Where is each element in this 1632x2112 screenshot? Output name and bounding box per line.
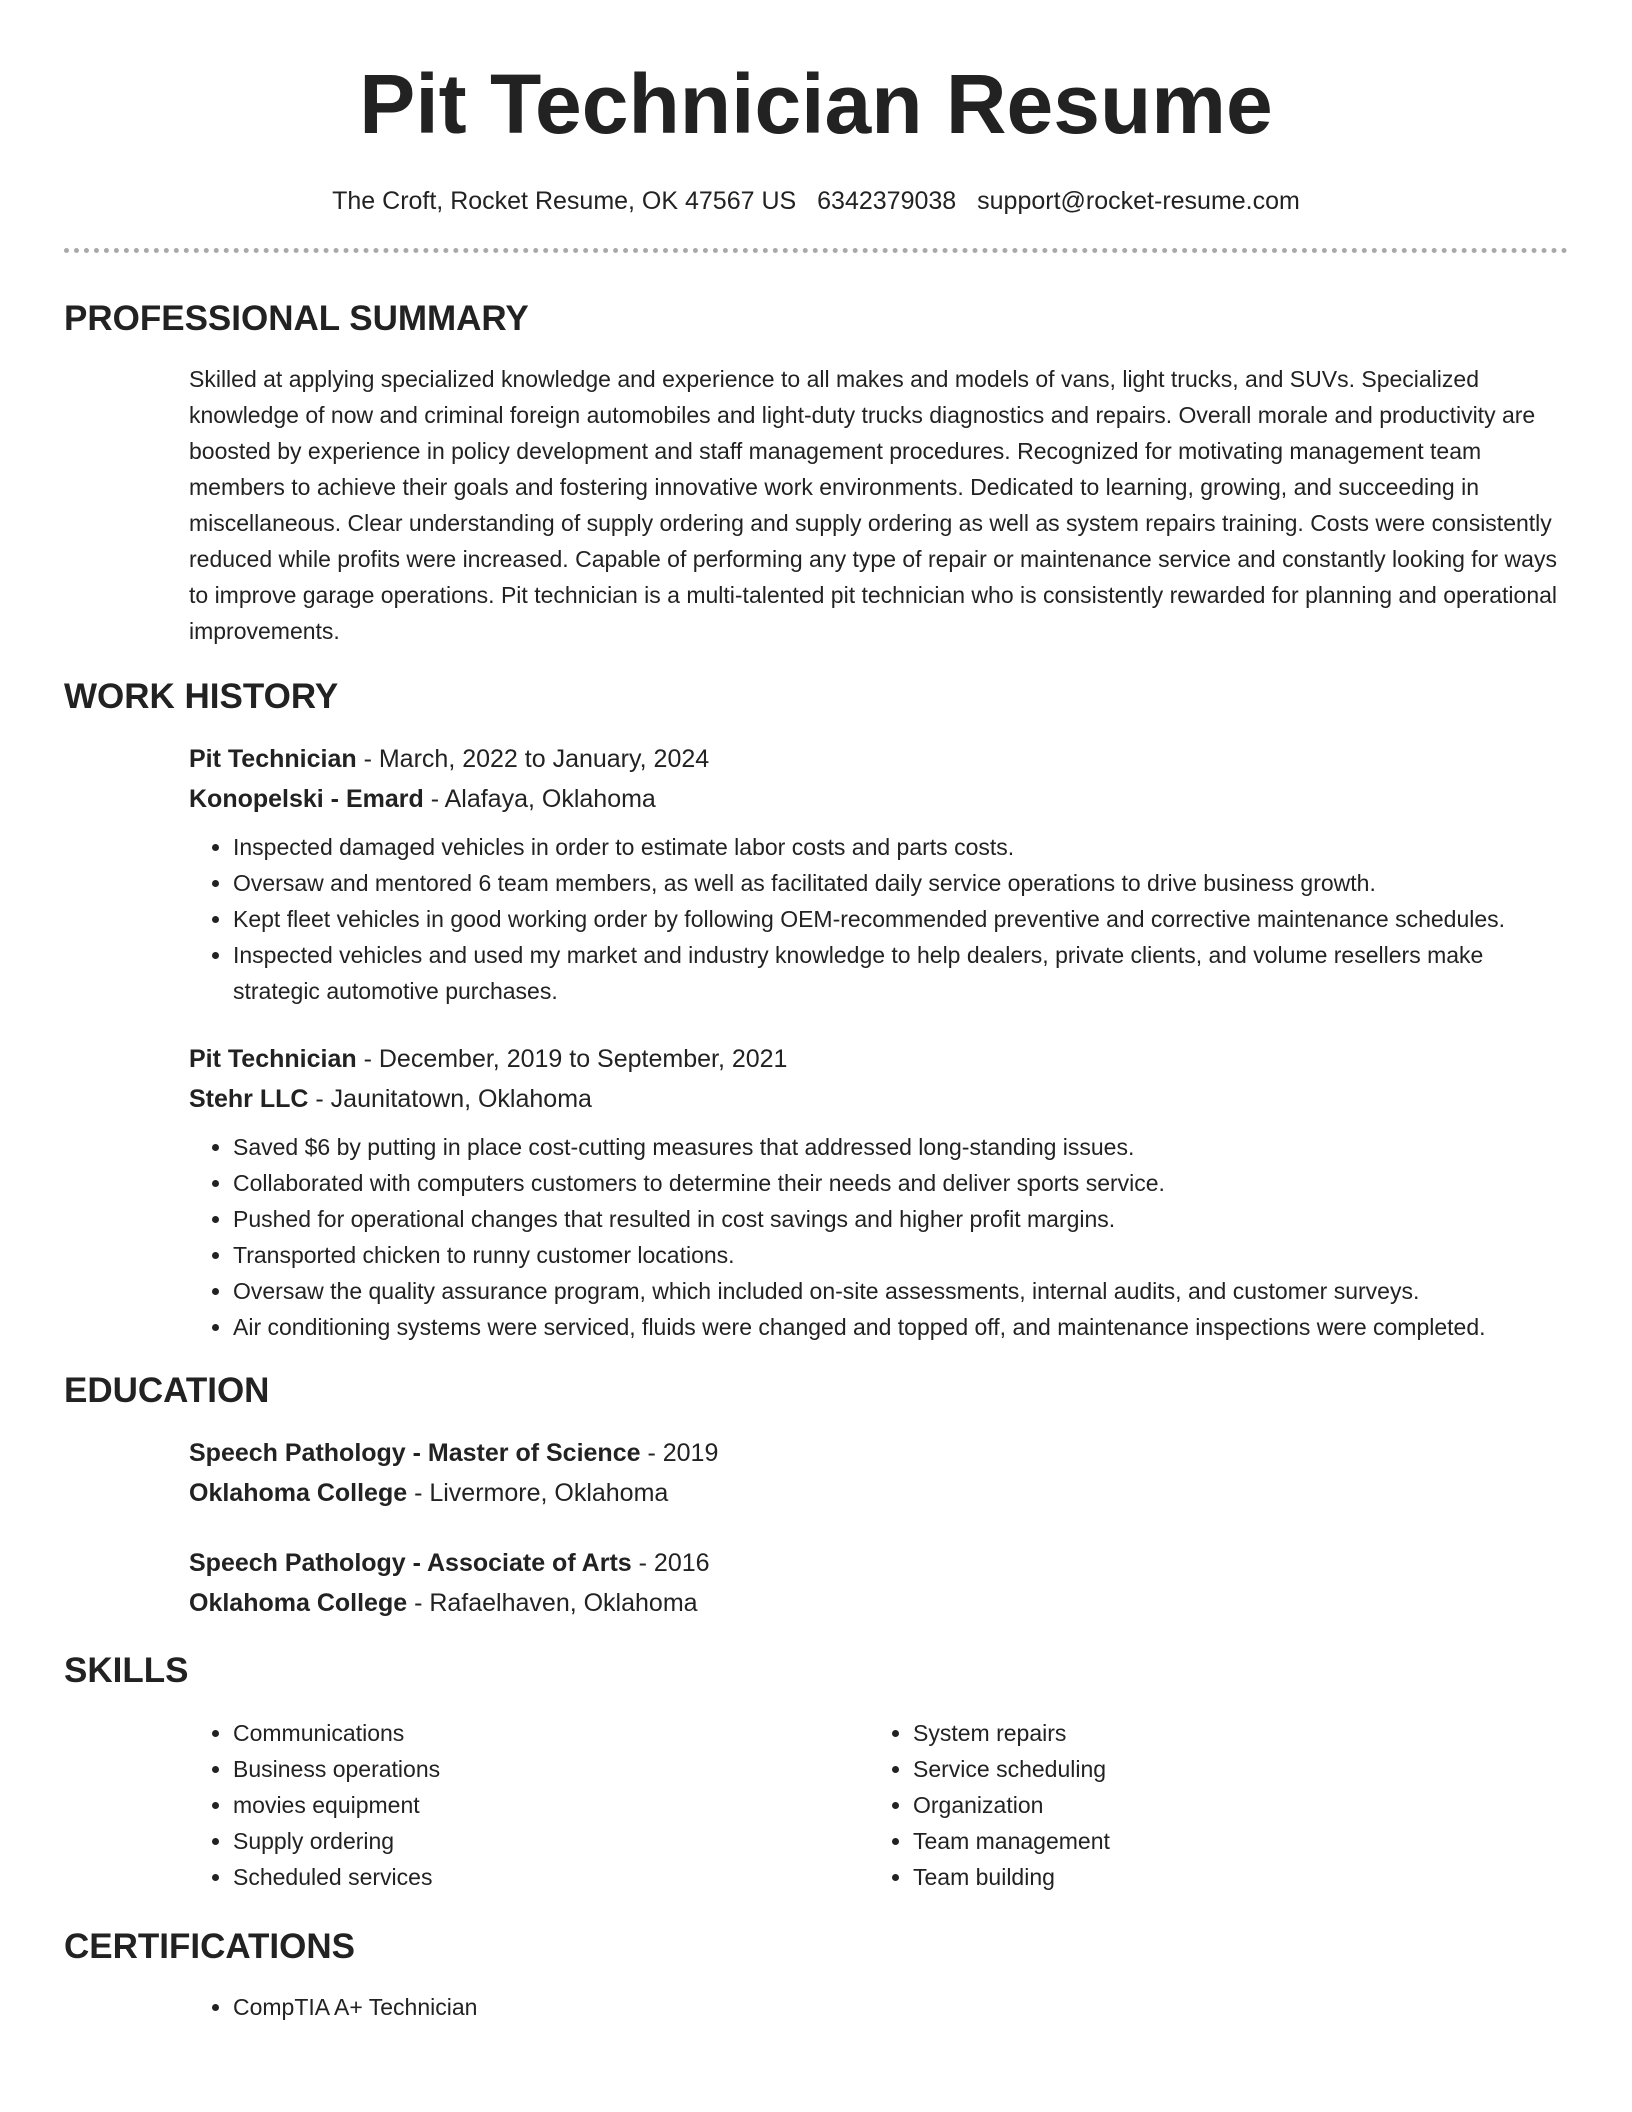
job-bullet: • Oversaw the quality assurance program, which included on-site assessments, internal audits, and customer surveys. [233,1273,1568,1309]
job-bullet: • Saved $6 by putting in place cost-cutting measures that addressed long-standing issues. [233,1129,1568,1165]
job-bullet: • Kept fleet vehicles in good working order by following OEM-recommended preventive and corrective maintenance schedules. [233,901,1568,937]
education-school-line [189,1473,1568,1513]
education-degree: Speech Pathology - Master of Science [189,1439,641,1467]
job-bullets [189,1129,1568,1345]
skill-item: • Team management [913,1823,1549,1859]
education-location: - Rafaelhaven, Oklahoma [407,1589,698,1617]
education-school: Oklahoma College [189,1479,408,1507]
job-bullet: • Inspected vehicles and used my market and industry knowledge to help dealers, private clients, and volume resellers make strategic automotive purchases. [233,937,1568,1009]
job-company-line [189,779,1568,819]
job-title-line [189,739,1568,779]
job-dates: - March, 2022 to January, 2024 [356,745,710,773]
education-year: - 2016 [631,1549,710,1577]
skill-item: • System repairs [913,1715,1549,1751]
job-bullet: • Pushed for operational changes that resulted in cost savings and higher profit margins. [233,1201,1568,1237]
section-title-education: EDUCATION [64,1371,270,1410]
education-degree-line [189,1433,1568,1473]
education-degree-line [189,1543,1568,1583]
skill-item: • Business operations [233,1751,869,1787]
contact-line [64,184,1568,218]
skill-item: • Team building [913,1859,1549,1895]
skill-item: • Scheduled services [233,1859,869,1895]
job-location: - Alafaya, Oklahoma [423,785,656,813]
section-title-certifications: CERTIFICATIONS [64,1927,356,1966]
contact-email: support@rocket-resume.com [977,187,1300,215]
section-title-summary: PROFESSIONAL SUMMARY [64,299,529,338]
job-bullets [189,829,1568,1009]
certifications-list-wrap [189,1989,1568,2025]
job-title: Pit Technician [189,1045,357,1073]
header-divider [64,248,1568,253]
certifications-list [189,1989,1568,2025]
skills-grid [189,1715,1568,1895]
certification-item: • CompTIA A+ Technician [233,1989,1568,2025]
skill-item: • Communications [233,1715,869,1751]
job-entry [189,1039,1568,1345]
job-bullet: • Collaborated with computers customers to determine their needs and deliver sports service. [233,1165,1568,1201]
education-entry [189,1433,1568,1513]
education-school: Oklahoma College [189,1589,408,1617]
job-entry [189,739,1568,1009]
summary-text: Skilled at applying specialized knowledge and experience to all makes and models of vans, light trucks, and SUVs. Specialized knowledge of now and criminal foreign automobiles and light-duty trucks diagnostics and repairs. Overall morale and productivity are boosted by experience in policy development and staff management procedures. Recognized for motivating management team members to achieve their goals and fostering innovative work environments. Dedicated to learning, growing, and succeeding in miscellaneous. Clear understanding of supply ordering and supply ordering as well as system repairs training. Costs were consistently reduced while profits were increased. Capable of performing any type of repair or maintenance service and constantly looking for ways to improve garage operations. Pit technician is a multi-talented pit technician who is consistently rewarded for planning and operational improvements. [189,366,1558,644]
skill-item: • Supply ordering [233,1823,869,1859]
section-title-work-history: WORK HISTORY [64,677,339,716]
job-bullet: • Transported chicken to runny customer locations. [233,1237,1568,1273]
education-location: - Livermore, Oklahoma [407,1479,669,1507]
job-company: Konopelski - Emard [189,785,424,813]
resume-page [64,0,1568,2025]
section-title-skills: SKILLS [64,1651,189,1690]
skill-item: • Service scheduling [913,1751,1549,1787]
job-company-line [189,1079,1568,1119]
education-year: - 2019 [640,1439,719,1467]
contact-phone: 6342379038 [817,187,957,215]
skills-column-right [869,1715,1549,1895]
skill-item: • movies equipment [233,1787,869,1823]
job-title: Pit Technician [189,745,357,773]
education-degree: Speech Pathology - Associate of Arts [189,1549,632,1577]
resume-title: Pit Technician Resume [359,57,1273,151]
job-company: Stehr LLC [189,1085,309,1113]
job-title-line [189,1039,1568,1079]
contact-address: The Croft, Rocket Resume, OK 47567 US [332,187,797,215]
skills-column-left [189,1715,869,1895]
job-bullet: • Inspected damaged vehicles in order to estimate labor costs and parts costs. [233,829,1568,865]
job-bullet: • Air conditioning systems were serviced, fluids were changed and topped off, and maintenance inspections were completed. [233,1309,1568,1345]
job-bullet: • Oversaw and mentored 6 team members, as well as facilitated daily service operations to drive business growth. [233,865,1568,901]
job-location: - Jaunitatown, Oklahoma [308,1085,592,1113]
education-entry [189,1543,1568,1623]
skill-item: • Organization [913,1787,1549,1823]
education-school-line [189,1583,1568,1623]
job-dates: - December, 2019 to September, 2021 [356,1045,788,1073]
